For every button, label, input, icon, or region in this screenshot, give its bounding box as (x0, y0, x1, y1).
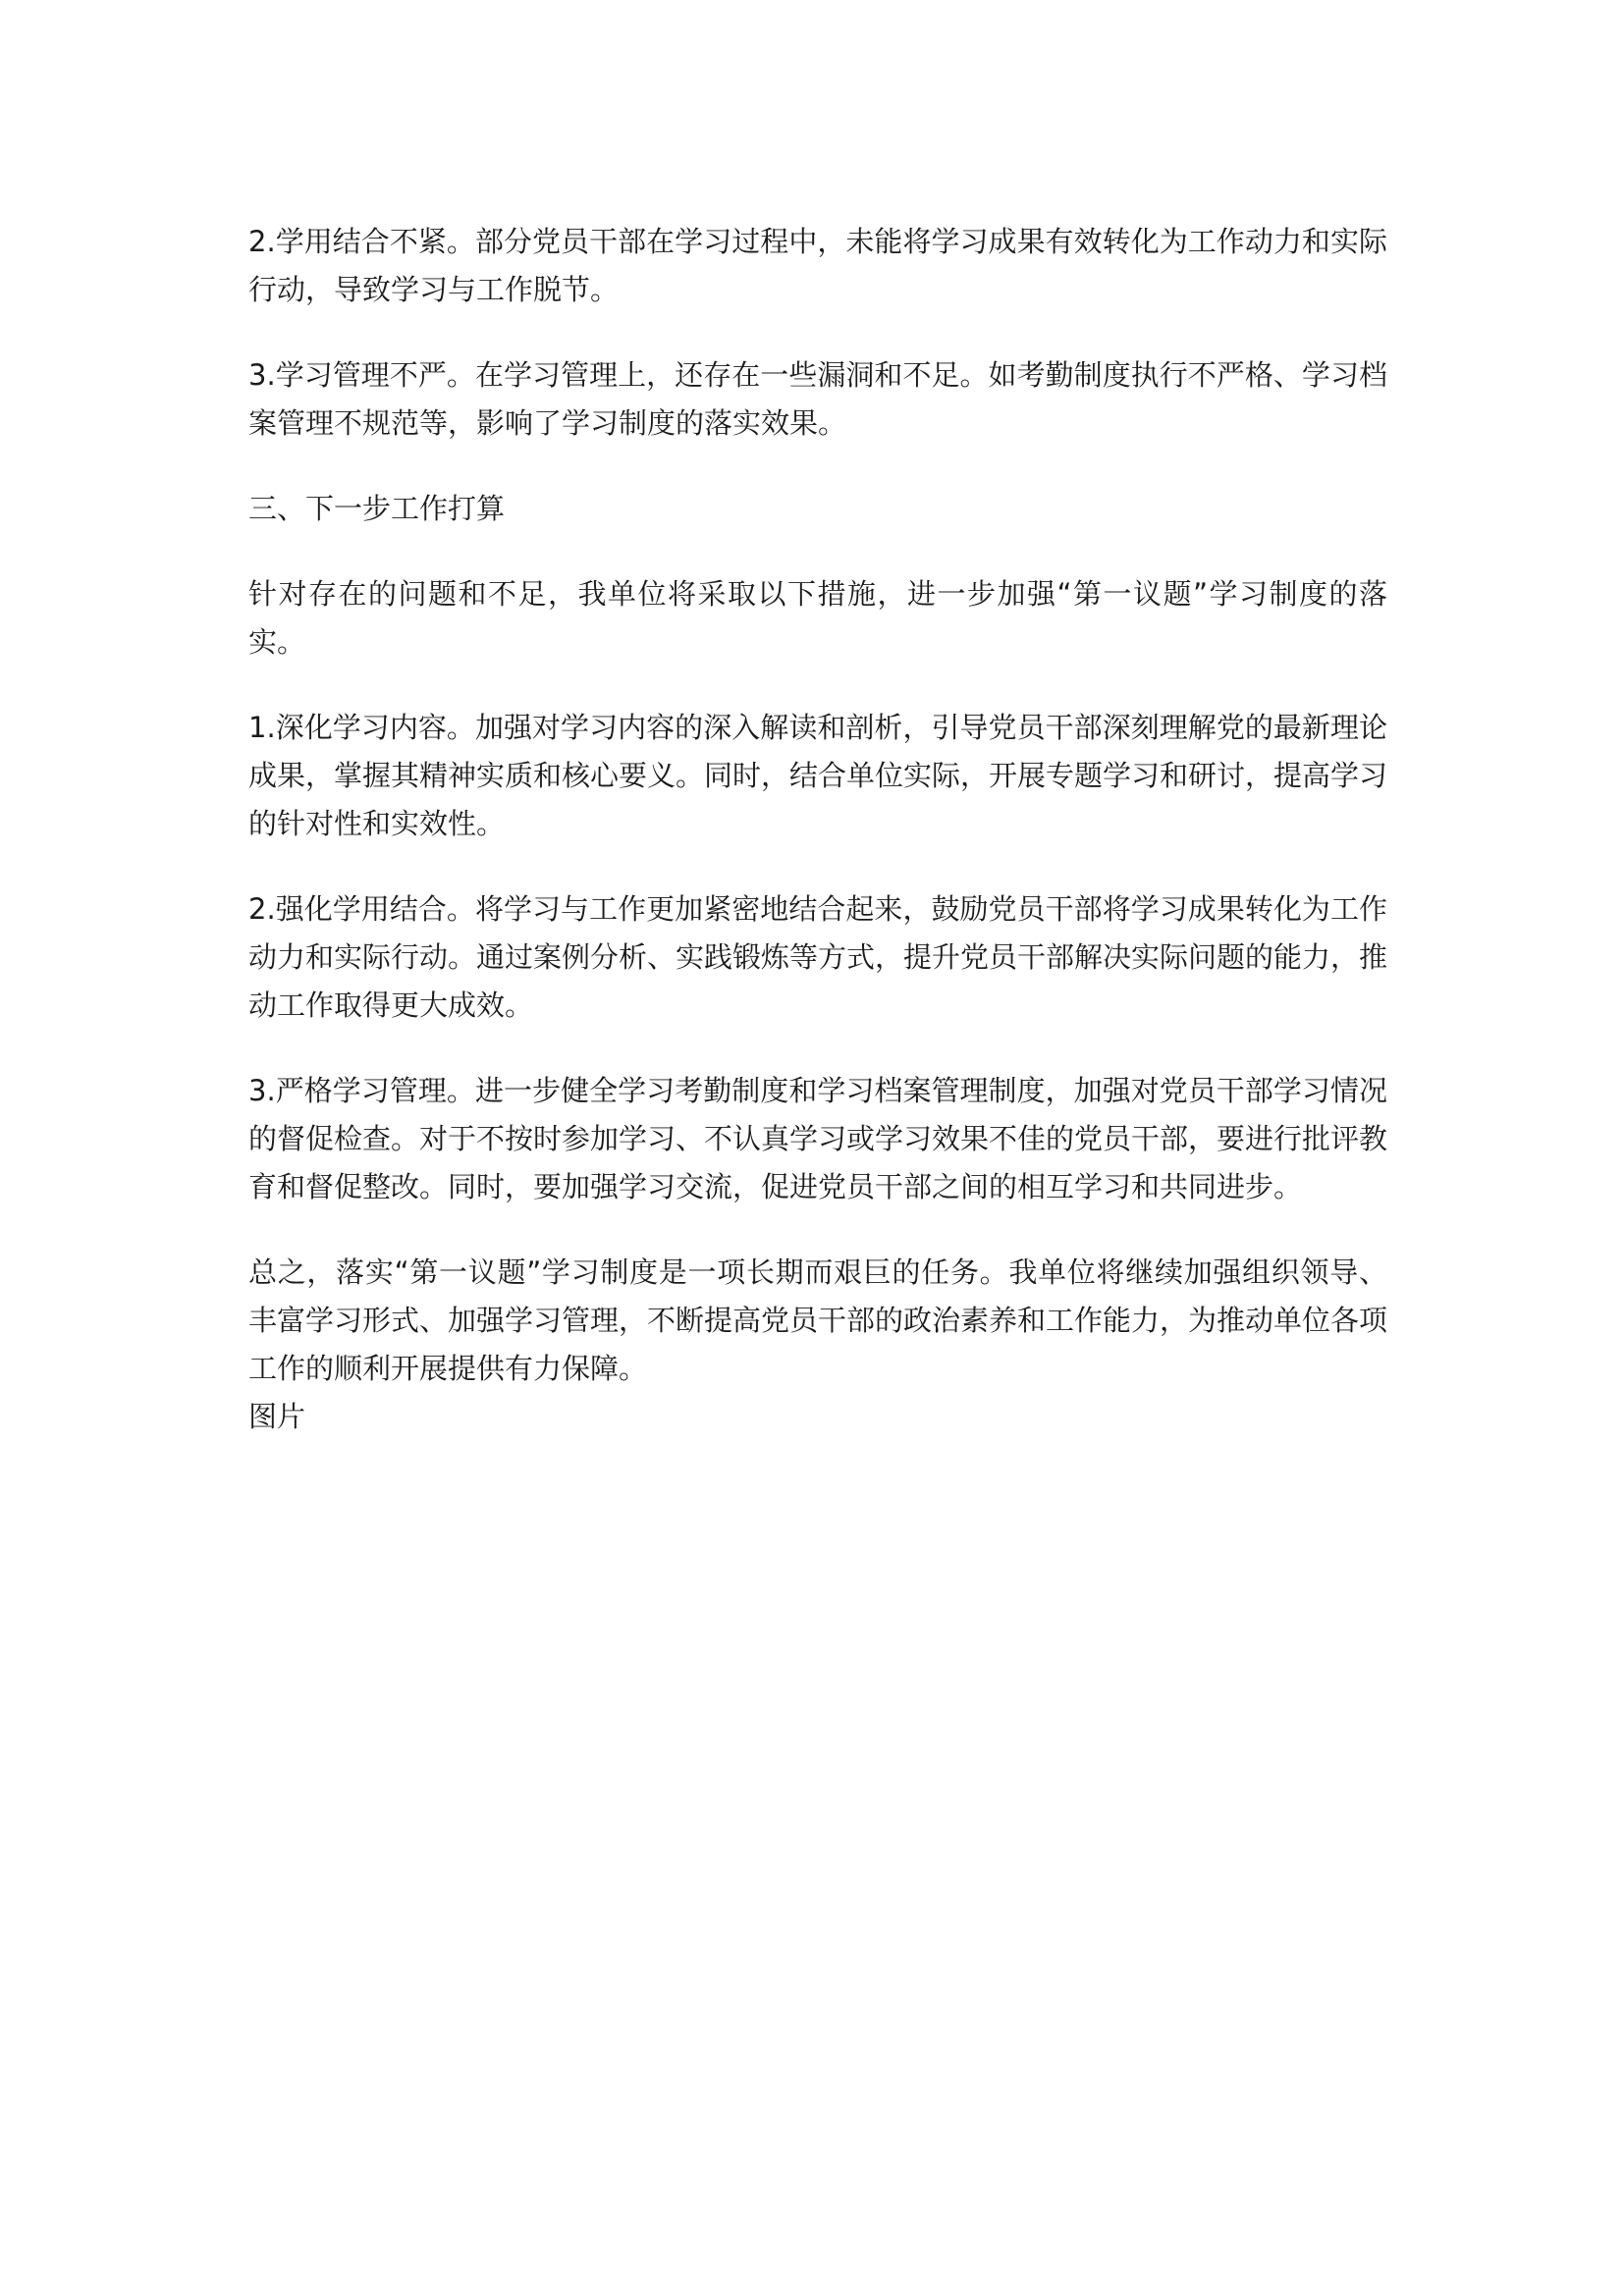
paragraph-strengthen-application: 2.强化学用结合。将学习与工作更加紧密地结合起来，鼓励党员干部将学习成果转化为工作动力和实际行动。通过案例分析、实践锻炼等方式，提升党员干部解决实际问题的能力，推动工作取得更大成效。 (248, 892, 1388, 1022)
paragraph-measures-intro: 针对存在的问题和不足，我单位将采取以下措施，进一步加强“第一议题”学习制度的落实。 (248, 577, 1387, 659)
section-heading-next-steps: 三、下一步工作打算 (248, 492, 506, 525)
paragraph-study-application: 2.学用结合不紧。部分党员干部在学习过程中，未能将学习成果有效转化为工作动力和实际行动，导致学习与工作脱节。 (248, 225, 1387, 306)
paragraph-conclusion: 总之，落实“第一议题”学习制度是一项长期而艰巨的任务。我单位将继续加强组织领导、丰富学习形式、加强学习管理，不断提高党员干部的政治素养和工作能力，为推动单位各项工作的顺利开展提供有力保障。 (248, 1255, 1388, 1385)
paragraph-deepen-content: 1.深化学习内容。加强对学习内容的深入解读和剖析，引导党员干部深刻理解党的最新理论成果，掌握其精神实质和核心要义。同时，结合单位实际，开展专题学习和研讨，提高学习的针对性和实效性。 (248, 711, 1388, 840)
image-caption: 图片 (248, 1400, 306, 1433)
paragraph-study-management: 3.学习管理不严。在学习管理上，还存在一些漏洞和不足。如考勤制度执行不严格、学习档案管理不规范等，影响了学习制度的落实效果。 (248, 358, 1387, 440)
paragraph-strict-management: 3.严格学习管理。进一步健全学习考勤制度和学习档案管理制度，加强对党员干部学习情况的督促检查。对于不按时参加学习、不认真学习或学习效果不佳的党员干部，要进行批评教育和督促整改。同时，要加强学习交流，促进党员干部之间的相互学习和共同进步。 (248, 1074, 1388, 1203)
document-body (248, 218, 1387, 1441)
